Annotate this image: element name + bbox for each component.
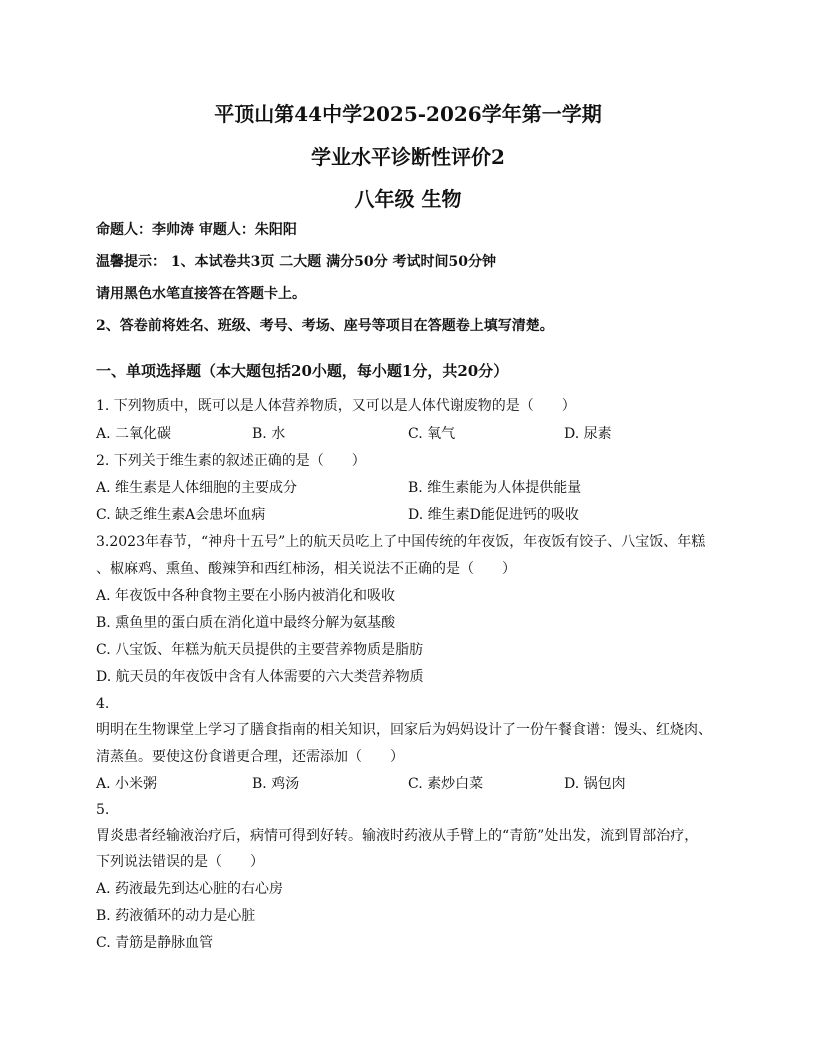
question-5-stem-line-1: 胃炎患者经输液治疗后，病情可得到好转。输液时药液从手臂上的“青筋”处出发，流到胃部治疗，: [96, 828, 699, 844]
tip-line-1: 温馨提示： 1、本试卷共3页 二大题 满分50分 考试时间50分钟: [96, 254, 496, 270]
question-5-stem-line-2: 下列说法错误的是（ ）: [96, 854, 264, 870]
question-4-option-a: A. 小米粥: [96, 776, 158, 792]
question-2-stem: 2. 下列关于维生素的叙述正确的是（ ）: [96, 453, 366, 469]
question-5-option-c: C. 青筋是静脉血管: [96, 935, 214, 951]
question-1-option-c: C. 氧气: [408, 426, 456, 442]
question-1-option-b: B. 水: [252, 426, 286, 442]
question-3-stem-line-1: 3.2023年春节，“神舟十五号”上的航天员吃上了中国传统的年夜饭，年夜饭有饺子、八宝饭、年糕: [96, 534, 706, 550]
question-4-stem-line-1: 明明在生物课堂上学习了膳食指南的相关知识，回家后为妈妈设计了一份午餐食谱：馒头、红烧肉、: [96, 722, 712, 738]
question-1-stem: 1. 下列物质中，既可以是人体营养物质，又可以是人体代谢废物的是（ ）: [96, 398, 576, 414]
question-4-option-d: D. 锅包肉: [564, 776, 626, 792]
question-3-stem-line-2: 、椒麻鸡、熏鱼、酸辣笋和西红柿汤，相关说法不正确的是（ ）: [96, 561, 516, 577]
question-1-option-d: D. 尿素: [564, 426, 612, 442]
question-3-option-d: D. 航天员的年夜饭中含有人体需要的六大类营养物质: [96, 669, 424, 685]
question-4-stem-line-2: 清蒸鱼。要使这份食谱更合理，还需添加（ ）: [96, 749, 404, 765]
tip-line-2: 请用黑色水笔直接答在答题卡上。: [96, 286, 306, 302]
tip-line-3: 2、答卷前将姓名、班级、考号、考场、座号等项目在答题卷上填写清楚。: [96, 318, 554, 334]
exam-subtitle: 学业水平诊断性评价2: [311, 145, 505, 169]
section-heading: 一、单项选择题（本大题包括20小题，每小题1分，共20分）: [96, 362, 509, 380]
question-4-number: 4.: [96, 696, 110, 712]
question-3-option-c: C. 八宝饭、年糕为航天员提供的主要营养物质是脂肪: [96, 642, 424, 658]
question-2-option-d: D. 维生素D能促进钙的吸收: [408, 507, 579, 523]
question-5-option-b: B. 药液循环的动力是心脏: [96, 908, 256, 924]
question-4-option-b: B. 鸡汤: [252, 776, 300, 792]
question-5-option-a: A. 药液最先到达心脏的右心房: [96, 881, 284, 897]
question-5-number: 5.: [96, 802, 110, 818]
question-2-option-b: B. 维生素能为人体提供能量: [408, 480, 582, 496]
question-2-option-c: C. 缺乏维生素A会患坏血病: [96, 507, 266, 523]
exam-title: 平顶山第44中学2025-2026学年第一学期: [214, 102, 602, 126]
question-1-option-a: A. 二氧化碳: [96, 426, 172, 442]
question-2-option-a: A. 维生素是人体细胞的主要成分: [96, 480, 298, 496]
question-3-option-b: B. 熏鱼里的蛋白质在消化道中最终分解为氨基酸: [96, 615, 396, 631]
question-4-option-c: C. 素炒白菜: [408, 776, 484, 792]
question-3-option-a: A. 年夜饭中各种食物主要在小肠内被消化和吸收: [96, 588, 396, 604]
authors-line: 命题人：李帅涛 审题人：朱阳阳: [96, 222, 297, 238]
exam-grade-subject: 八年级 生物: [354, 187, 462, 211]
